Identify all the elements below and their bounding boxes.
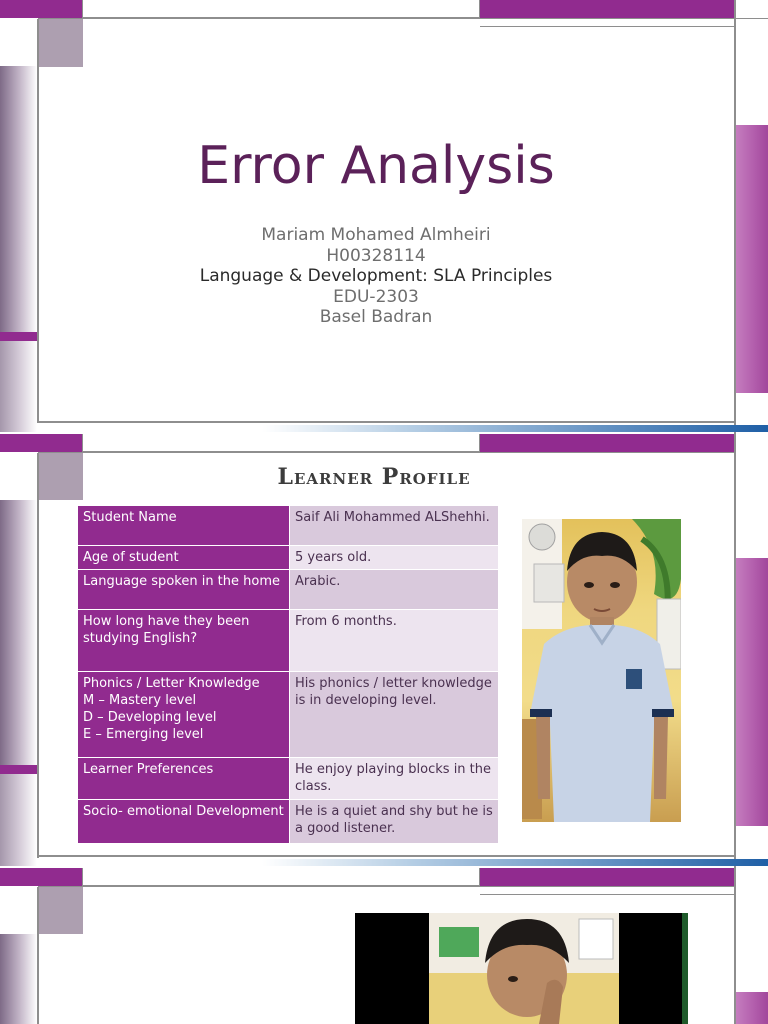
top-rule <box>38 886 734 887</box>
presentation-title: Error Analysis <box>197 136 555 196</box>
instructor-name: Basel Badran <box>319 307 433 327</box>
title-info-block <box>40 225 712 328</box>
corner-square <box>38 19 83 67</box>
top-right-rule <box>480 26 734 27</box>
row-value: 5 years old. <box>290 546 499 570</box>
slide-title: Learner Profile <box>277 464 471 490</box>
learner-profile-table <box>77 505 499 844</box>
row-label: Phonics / Letter Knowledge M – Mastery level D – Developing level E – Emerging level <box>78 672 290 758</box>
left-gradient-band <box>0 500 37 765</box>
left-gradient-band <box>0 934 37 1024</box>
left-rule <box>37 453 39 858</box>
top-bar-outline <box>82 434 480 452</box>
bottom-blue-line <box>262 859 768 866</box>
student-photo-illustration <box>522 519 681 822</box>
table-row <box>78 570 499 610</box>
top-right-bar <box>480 0 734 18</box>
left-gradient-band <box>0 66 37 332</box>
row-label: Age of student <box>78 546 290 570</box>
row-label: Learner Preferences <box>78 758 290 800</box>
top-left-bar <box>0 868 82 886</box>
top-rule <box>38 18 734 19</box>
right-purple-band <box>736 558 768 826</box>
left-accent <box>0 765 37 774</box>
row-label: Socio- emotional Development <box>78 800 290 844</box>
course-name: Language & Development: SLA Principles <box>199 266 553 286</box>
row-label: How long have they been studying English? <box>78 610 290 672</box>
left-gradient-band-lower <box>0 774 37 866</box>
table-row <box>78 800 499 844</box>
video-edge <box>682 913 688 1024</box>
left-accent <box>0 332 37 341</box>
row-value: He enjoy playing blocks in the class. <box>290 758 499 800</box>
bottom-rule <box>38 421 734 423</box>
left-gradient-band-lower <box>0 341 37 432</box>
row-value: Saif Ali Mohammed ALShehhi. <box>290 506 499 546</box>
table-row <box>78 672 499 758</box>
slide-title <box>0 0 768 432</box>
top-left-bar <box>0 434 82 452</box>
row-value: He is a quiet and shy but he is a good listener. <box>290 800 499 844</box>
row-label: Language spoken in the home <box>78 570 290 610</box>
author-name: Mariam Mohamed Almheiri <box>261 225 491 245</box>
top-bar-outline <box>82 0 480 18</box>
table-row <box>78 758 499 800</box>
corner-square <box>38 887 83 934</box>
top-rule <box>38 452 734 453</box>
student-id: H00328114 <box>326 245 426 266</box>
slide-video <box>0 866 768 1024</box>
bottom-rule <box>38 855 734 857</box>
left-rule <box>37 19 39 423</box>
top-left-bar <box>0 0 82 18</box>
row-value: His phonics / letter knowledge is in developing level. <box>290 672 499 758</box>
left-rule <box>37 887 39 1024</box>
right-band-top-rule <box>736 18 768 19</box>
top-bar-outline <box>82 868 480 886</box>
video-still-illustration <box>429 913 619 1024</box>
row-value: From 6 months. <box>290 610 499 672</box>
top-right-bar <box>480 868 734 886</box>
top-right-rule <box>480 894 734 895</box>
row-label: Student Name <box>78 506 290 546</box>
row-value: Arabic. <box>290 570 499 610</box>
right-purple-band <box>736 125 768 393</box>
student-photo <box>522 519 681 822</box>
course-code: EDU-2303 <box>333 286 419 307</box>
table-row <box>78 506 499 546</box>
table-row <box>78 546 499 570</box>
top-right-bar <box>480 434 734 452</box>
right-purple-band <box>736 992 768 1024</box>
bottom-blue-line <box>262 425 768 432</box>
video-frame[interactable] <box>355 913 688 1024</box>
table-row <box>78 610 499 672</box>
